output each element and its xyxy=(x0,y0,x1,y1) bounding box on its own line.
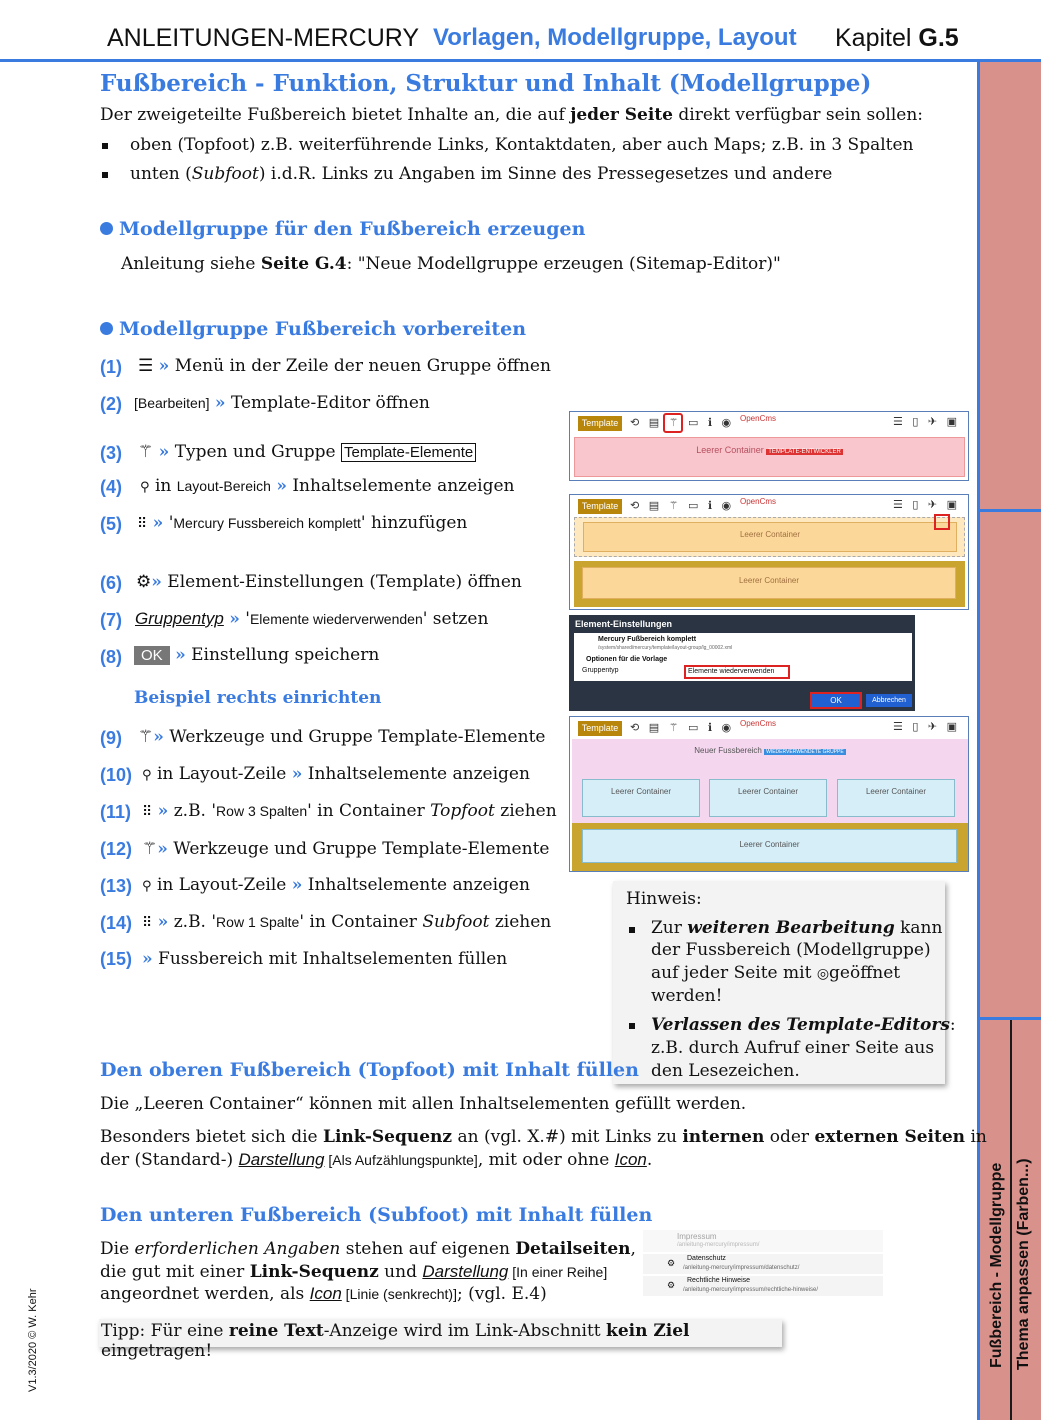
screenshot-sitemap-tree xyxy=(643,1228,883,1298)
search-icon: ⚲ xyxy=(142,879,152,894)
topfoot-column-3: Leerer Container xyxy=(837,779,955,817)
toolbar-right-icons: ☰ ▯ ✈ ▣ xyxy=(892,415,960,428)
opencms-logo: OpenCms xyxy=(740,414,777,423)
screenshot-layout-area xyxy=(569,494,969,610)
template-button: Template xyxy=(578,721,622,736)
toolbar-right-icons: ☰ ▯ ✈ ▣ xyxy=(892,498,960,511)
tree-row: ⚙ Datenschutz /anleitung-mercury/impressum/datenschutz/ xyxy=(643,1254,883,1274)
step-number: (7) xyxy=(100,610,122,630)
toolbar xyxy=(570,495,968,517)
wand-icon: ⚚ xyxy=(138,727,154,747)
gear-icon: ⚙ xyxy=(667,1280,676,1290)
section-text: Die erforderlichen Angaben stehen auf eigenen Detailseiten, xyxy=(100,1239,636,1259)
container-label: Leerer Container TEMPLATE-ENTWICKLER xyxy=(696,445,841,455)
group-label: Neuer Fussbereich WIEDERVERWENDETE GRUPPE xyxy=(694,746,844,755)
step-3: ⚚ » Typen und Gruppe Template-Elemente xyxy=(138,442,476,462)
tree-row: ⚙ Rechtliche Hinweise /anleitung-mercury/impressum/rechtliche-hinweise/ xyxy=(643,1276,883,1296)
hint-line: auf jeder Seite mit ◎geöffnet xyxy=(651,963,901,983)
hint-line: der Fussbereich (Modellgruppe) xyxy=(651,940,931,960)
subfoot-container xyxy=(574,561,965,607)
toolbar-icons: ⟲ ▤ ⚚ ▭ ℹ ◉ xyxy=(630,416,735,429)
topfoot-column-1: Leerer Container xyxy=(582,779,700,817)
wand-icon: ⚚ xyxy=(142,839,158,859)
dialog-item: Mercury Fußbereich komplett xyxy=(598,636,697,643)
step-13: ⚲ in Layout-Zeile » Inhaltselemente anzeigen xyxy=(142,875,530,895)
header-topic: Vorlagen, Modellgruppe, Layout xyxy=(433,24,797,51)
dialog-path: /system/shared/mercury/template/layout-group/lg_00002.xml xyxy=(598,645,733,651)
screenshot-element-settings xyxy=(569,615,915,711)
topfoot-container xyxy=(574,517,965,557)
toolbar xyxy=(570,717,968,739)
header-title: ANLEITUNGEN-MERCURY xyxy=(107,24,420,52)
step-8: OK » Einstellung speichern xyxy=(134,645,379,665)
hint-box xyxy=(613,881,956,1084)
step-12: ⚚» Werkzeuge und Gruppe Template-Elemente xyxy=(142,839,550,859)
section-text: angeordnet werden, als Icon [Linie (senkrecht)]; (vgl. E.4) xyxy=(100,1284,547,1304)
gear-icon: ⚙ xyxy=(136,572,152,592)
highlight-marker xyxy=(934,514,950,530)
grid-icon: ⠿ xyxy=(137,516,148,532)
container-label: Leerer Container xyxy=(738,576,800,585)
step-5: ⠿ » 'Mercury Fussbereich komplett' hinzufügen xyxy=(137,513,468,533)
intro-bullet-1: oben (Topfoot) z.B. weiterführende Links, Kontaktdaten, aber auch Maps; z.B. in 3 Spalten xyxy=(130,135,914,155)
toolbar-right-icons: ☰ ▯ ✈ ▣ xyxy=(892,720,960,733)
sidebar-label-2: Thema anpassen (Farben...) xyxy=(1015,1158,1032,1370)
section-text: die gut mit einer Link-Sequenz und Darstellung [In einer Reihe] xyxy=(100,1262,608,1282)
step-number: (3) xyxy=(100,443,122,463)
section-heading: Den unteren Fußbereich (Subfoot) mit Inhalt füllen xyxy=(100,1204,653,1226)
search-icon: ⚲ xyxy=(140,480,150,495)
container-box xyxy=(583,522,957,552)
step-7: Gruppentyp » 'Elemente wiederverwenden' setzen xyxy=(135,609,489,629)
step-number: (2) xyxy=(100,394,122,414)
dialog-title: Element-Einstellungen xyxy=(575,619,673,629)
step-number: (13) xyxy=(100,876,133,896)
section-text: Anleitung siehe Seite G.4: "Neue Modellgruppe erzeugen (Sitemap-Editor)" xyxy=(121,254,781,274)
step-number: (10) xyxy=(100,765,133,785)
bullet-icon xyxy=(102,143,108,149)
container-label: Leerer Container xyxy=(739,530,801,539)
ok-button-illustration: OK xyxy=(134,646,170,665)
header-chapter: Kapitel G.5 xyxy=(835,24,959,52)
step-9: ⚚» Werkzeuge und Gruppe Template-Elemente xyxy=(138,727,546,747)
footer-group xyxy=(572,739,968,871)
step-4: ⚲ in Layout-Bereich » Inhaltselemente anzeigen xyxy=(140,476,515,496)
step-number: (12) xyxy=(100,839,133,859)
dialog-ok-button: OK xyxy=(810,692,862,709)
hint-line: werden! xyxy=(651,986,723,1006)
template-button: Template xyxy=(578,416,622,431)
page-header xyxy=(0,0,1041,62)
hint-line: Zur weiteren Bearbeitung kann xyxy=(651,918,943,938)
bullet-icon xyxy=(629,927,635,933)
step-number: (5) xyxy=(100,514,122,534)
subfoot-row: Leerer Container xyxy=(582,829,957,863)
step-number: (14) xyxy=(100,913,133,933)
step-2: [Bearbeiten] » Template-Editor öffnen xyxy=(134,393,430,413)
wand-icon: ⚚ xyxy=(138,442,154,462)
opencms-logo: OpenCms xyxy=(740,497,777,506)
template-button: Template xyxy=(578,499,622,514)
bullet-dot-icon xyxy=(100,222,113,235)
opencms-logo: OpenCms xyxy=(740,719,777,728)
step-11: ⠿ » z.B. 'Row 3 Spalten' in Container Topfoot ziehen xyxy=(142,801,557,821)
intro-text: Der zweigeteilte Fußbereich bietet Inhalte an, die auf jeder Seite direkt verfügbar sein sollen: xyxy=(100,105,924,125)
section-text: der (Standard-) Darstellung [Als Aufzählungspunkte], mit oder ohne Icon. xyxy=(100,1150,653,1170)
section-heading: Modellgruppe für den Fußbereich erzeugen xyxy=(100,218,585,240)
hint-title: Hinweis: xyxy=(626,889,702,909)
hint-line: z.B. durch Aufruf einer Seite aus xyxy=(651,1038,935,1058)
section-text: Die „Leeren Container“ können mit allen Inhaltselementen gefüllt werden. xyxy=(100,1094,747,1114)
step-number: (9) xyxy=(100,728,122,748)
sidebar-label-1: Fußbereich - Modellgruppe xyxy=(988,1162,1005,1368)
edit-group-icon: ◎ xyxy=(816,966,830,982)
step-number: (8) xyxy=(100,647,122,667)
dialog-body xyxy=(574,633,912,681)
step-14: ⠿ » z.B. 'Row 1 Spalte' in Container Subfoot ziehen xyxy=(142,912,552,932)
dialog-options: Optionen für die Vorlage xyxy=(586,656,668,663)
subfoot-band xyxy=(572,823,968,871)
toolbar xyxy=(570,412,968,434)
grid-icon: ⠿ xyxy=(142,804,153,820)
hint-line: Verlassen des Template-Editors: xyxy=(651,1015,956,1035)
step-number: (15) xyxy=(100,949,133,969)
tip-box: Tipp: Für eine reine Text-Anzeige wird im Link-Abschnitt kein Ziel eingetragen! xyxy=(99,1319,782,1347)
highlight-marker xyxy=(663,413,683,433)
gear-icon: ⚙ xyxy=(667,1258,676,1268)
grid-icon: ⠿ xyxy=(142,915,153,931)
step-number: (6) xyxy=(100,573,122,593)
sidebar-separator xyxy=(980,509,1041,512)
container-box xyxy=(582,567,956,599)
step-number: (1) xyxy=(100,357,122,377)
menu-icon: ☰ xyxy=(138,356,154,376)
step-number: (11) xyxy=(100,802,132,822)
dialog-cancel-button: Abbrechen xyxy=(866,694,912,707)
bullet-icon xyxy=(102,172,108,178)
toolbar-icons: ⟲ ▤ ⚚ ▭ ℹ ◉ xyxy=(630,721,735,734)
toolbar-icons: ⟲ ▤ ⚚ ▭ ℹ ◉ xyxy=(630,499,735,512)
sidebar-vline xyxy=(1010,1020,1012,1420)
search-icon: ⚲ xyxy=(142,768,152,783)
intro-bullet-2: unten (Subfoot) i.d.R. Links zu Angaben im Sinne des Pressegesetzes und andere xyxy=(130,164,833,184)
version-note: V1.3/2020 © W. Kehr xyxy=(27,1288,39,1392)
step-1: ☰ » Menü in der Zeile der neuen Gruppe öffnen xyxy=(138,356,551,376)
step-6: ⚙» Element-Einstellungen (Template) öffnen xyxy=(136,572,522,592)
step-10: ⚲ in Layout-Zeile » Inhaltselemente anzeigen xyxy=(142,764,530,784)
gruppentyp-select: Elemente wiederverwenden xyxy=(684,665,790,679)
screenshot-footer-layout xyxy=(569,716,969,872)
tree-row: Impressum /anleitung-mercury/impressum/ xyxy=(643,1230,883,1252)
step-number: (4) xyxy=(100,477,122,497)
bullet-dot-icon xyxy=(100,322,113,335)
bullet-icon xyxy=(629,1023,635,1029)
step-15: » Fussbereich mit Inhaltselementen füllen xyxy=(142,949,508,969)
section-heading: Modellgruppe Fußbereich vorbereiten xyxy=(100,318,526,340)
example-heading: Beispiel rechts einrichten xyxy=(134,688,382,708)
section-text: Besonders bietet sich die Link-Sequenz an (vgl. X.#) mit Links zu internen oder externen Seiten in xyxy=(100,1127,987,1147)
dialog-field: Gruppentyp xyxy=(582,667,619,674)
hint-line: den Lesezeichen. xyxy=(651,1061,800,1081)
topfoot-column-2: Leerer Container xyxy=(709,779,827,817)
page-title: Fußbereich - Funktion, Struktur und Inhalt (Modellgruppe) xyxy=(100,70,872,97)
screenshot-template-toolbar xyxy=(569,411,969,481)
empty-container xyxy=(574,437,965,477)
section-heading: Den oberen Fußbereich (Topfoot) mit Inhalt füllen xyxy=(100,1059,639,1081)
